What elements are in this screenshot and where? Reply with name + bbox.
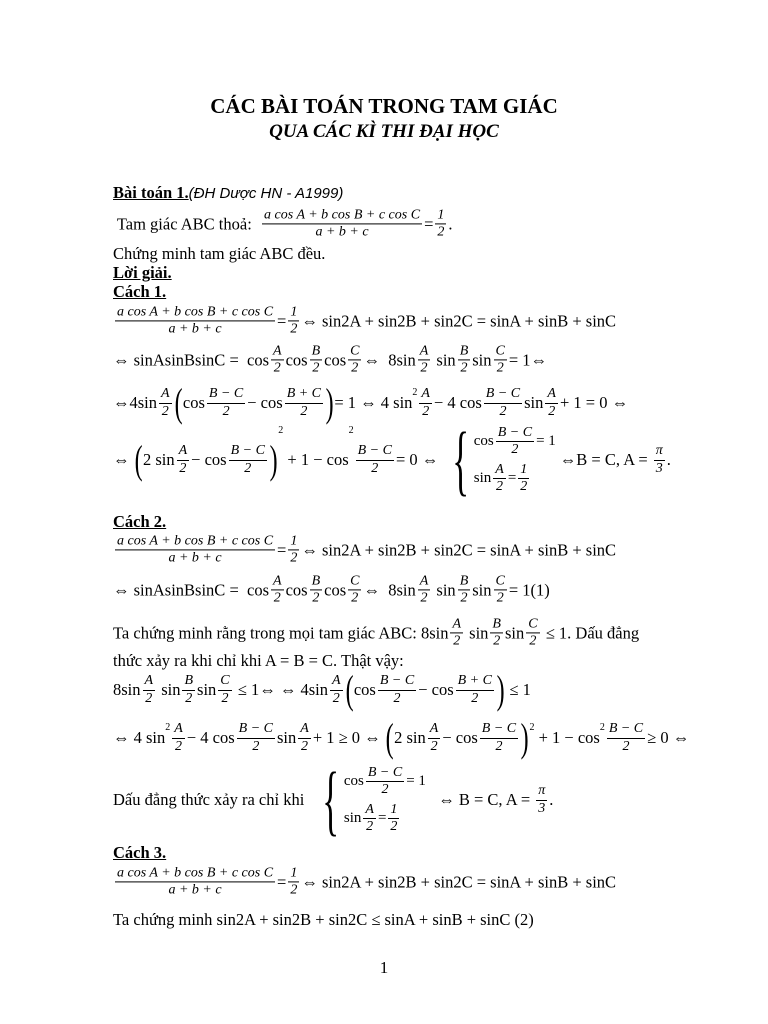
math-text: ⇔ 8sin — [363, 350, 416, 369]
fraction-numerator: A — [271, 343, 284, 360]
fraction-denominator: 2 — [460, 590, 468, 606]
fraction-numerator: A — [172, 721, 185, 738]
fraction-denominator: 2 — [420, 360, 428, 376]
parenthesis: ) — [269, 437, 278, 482]
math-text: 8sin — [113, 680, 141, 699]
math-text: − cos — [418, 680, 454, 699]
fraction-denominator: 2 — [437, 224, 445, 240]
fraction — [115, 533, 275, 566]
math-text: = — [507, 470, 517, 487]
fraction-numerator: A — [363, 802, 376, 819]
fraction-numerator: B − C — [484, 386, 522, 403]
fraction-denominator: 2 — [381, 781, 389, 797]
fraction — [229, 443, 267, 476]
fraction-numerator: A — [330, 673, 343, 690]
equality-condition — [113, 761, 553, 839]
fraction-denominator: 2 — [548, 403, 556, 419]
math-text: sin — [465, 623, 489, 642]
equation — [113, 421, 671, 499]
fraction-denominator: 2 — [529, 633, 537, 649]
fraction — [456, 673, 494, 706]
source-note: (ĐH Dược HN - A1999) — [188, 184, 344, 202]
fraction — [207, 386, 245, 419]
fraction-denominator: 2 — [496, 479, 504, 495]
fraction-denominator: 2 — [622, 738, 630, 754]
math-text: ⇔ — [113, 450, 134, 469]
math-text: sin — [197, 680, 217, 699]
fraction-numerator: A — [428, 721, 441, 738]
fraction-denominator: 2 — [430, 738, 438, 754]
fraction-denominator: 2 — [145, 690, 153, 706]
math-text: ≤ 1. Dấu đẳng — [541, 623, 640, 642]
fraction — [458, 573, 471, 606]
equation — [113, 715, 690, 760]
superscript: 2 — [412, 387, 418, 398]
system-row — [474, 462, 556, 495]
fraction — [378, 673, 416, 706]
math-text: − 4 cos — [186, 728, 235, 747]
claim-text — [113, 910, 534, 930]
equation — [113, 380, 629, 425]
fraction-denominator: 2 — [493, 633, 501, 649]
equation — [113, 865, 616, 898]
fraction — [177, 443, 190, 476]
parenthesis: ( — [174, 380, 183, 425]
superscript: 2 — [599, 722, 605, 733]
claim-text — [113, 616, 639, 649]
fraction-numerator: B — [310, 343, 323, 360]
fraction — [607, 721, 645, 754]
fraction-denominator: 2 — [179, 460, 187, 476]
fraction-numerator: a cos A + b cos B + c cos C — [115, 304, 275, 321]
fraction — [218, 673, 231, 706]
math-text: cos — [285, 580, 308, 599]
math-text: = — [424, 214, 434, 233]
fraction-numerator: B − C — [496, 425, 534, 442]
fraction-denominator: 3 — [538, 800, 546, 816]
fraction-numerator: B − C — [229, 443, 267, 460]
fraction — [363, 802, 376, 835]
math-text: sin — [157, 680, 181, 699]
math-text: = 1⇔ — [508, 350, 548, 369]
fraction — [115, 865, 275, 898]
system-rows — [474, 425, 556, 495]
fraction-denominator: 2 — [221, 690, 229, 706]
fraction-denominator: 2 — [351, 360, 359, 376]
math-text: ⇔ 4 sin — [113, 728, 166, 747]
math-text: ≥ 0 ⇔ — [647, 728, 690, 747]
method-1-heading — [113, 282, 166, 302]
math-text: sin — [472, 580, 492, 599]
equation — [113, 667, 531, 712]
fraction-numerator: A — [419, 386, 432, 403]
fraction-numerator: C — [494, 343, 507, 360]
solution-heading — [113, 263, 172, 283]
bold-heading: Lời giải. — [113, 263, 172, 282]
math-text: = 1(1) — [508, 580, 550, 599]
math-text: thức xảy ra khi chỉ khi A = B = C. Thật vậy: — [113, 651, 404, 670]
math-text: ≤ 1⇔ ⇔ 4sin — [233, 680, 328, 699]
equation — [113, 304, 616, 337]
fraction — [518, 462, 529, 495]
fraction-numerator: 1 — [288, 304, 299, 321]
fraction — [356, 443, 394, 476]
fraction — [418, 343, 431, 376]
fraction-numerator: C — [526, 616, 539, 633]
fraction-denominator: a + b + c — [315, 224, 369, 240]
math-text: ⇔ B = C, A = — [429, 790, 535, 809]
fraction — [143, 673, 156, 706]
fraction-numerator: 1 — [288, 533, 299, 550]
math-text: cos — [285, 350, 308, 369]
math-text: = 0 ⇔ — [395, 450, 439, 469]
superscript: 2 — [348, 425, 354, 436]
fraction-denominator: 2 — [312, 360, 320, 376]
math-text: = 1 — [536, 432, 556, 449]
fraction-denominator: 2 — [222, 403, 230, 419]
fraction — [490, 616, 503, 649]
fraction-denominator: a + b + c — [168, 882, 222, 898]
fraction-denominator: 2 — [453, 633, 461, 649]
parenthesis: ) — [325, 380, 334, 425]
fraction-denominator: 2 — [460, 360, 468, 376]
fraction-numerator: π — [654, 443, 665, 460]
fraction-denominator: 2 — [290, 882, 298, 898]
math-text: sin — [504, 623, 525, 642]
fraction — [419, 386, 432, 419]
fraction-numerator: B — [458, 573, 471, 590]
fraction — [458, 343, 471, 376]
fraction — [182, 673, 195, 706]
fraction-numerator: B − C — [480, 721, 518, 738]
math-text: = 1 — [406, 772, 426, 789]
fraction — [480, 721, 518, 754]
fraction — [288, 865, 299, 898]
fraction — [348, 343, 361, 376]
fraction-denominator: 2 — [290, 321, 298, 337]
math-text: sin — [472, 350, 492, 369]
fraction-numerator: B + C — [456, 673, 494, 690]
math-text: 2 sin — [142, 450, 175, 469]
math-text: = — [277, 311, 287, 330]
math-text: sin — [343, 810, 362, 827]
fraction-denominator: 2 — [499, 403, 507, 419]
fraction — [428, 721, 441, 754]
equation-system — [312, 761, 426, 839]
math-text: { cos — [473, 432, 494, 449]
fraction-numerator: 1 — [388, 802, 399, 819]
fraction-numerator: C — [348, 573, 361, 590]
fraction-denominator: 2 — [244, 460, 252, 476]
fraction — [450, 616, 463, 649]
fraction — [310, 573, 323, 606]
page-subtitle: QUA CÁC KÌ THI ĐẠI HỌC — [269, 121, 499, 142]
math-text: sin — [276, 728, 297, 747]
math-text: ⇔4sin — [113, 393, 158, 412]
math-text: Dấu đẳng thức xảy ra chỉ khi — [113, 790, 309, 809]
math-text: ⇔ sinAsinBsinC = cos — [113, 350, 269, 369]
fraction-denominator: 2 — [422, 403, 430, 419]
fraction — [262, 207, 422, 240]
math-text: = 1 ⇔ 4 sin — [334, 393, 413, 412]
math-text: ⇔B = C, A = — [559, 450, 652, 469]
fraction-denominator: 2 — [496, 360, 504, 376]
fraction-denominator: 2 — [300, 403, 308, 419]
bold-heading: Cách 1. — [113, 282, 167, 301]
fraction-numerator: C — [348, 343, 361, 360]
math-text: ⇔ 8sin — [363, 580, 416, 599]
fraction-denominator: 2 — [273, 590, 281, 606]
fraction — [285, 386, 323, 419]
fraction — [159, 386, 172, 419]
fraction-numerator: C — [218, 673, 231, 690]
fraction-numerator: B — [182, 673, 195, 690]
system-row — [474, 425, 556, 458]
fraction-numerator: 1 — [518, 462, 529, 479]
fraction-numerator: A — [418, 573, 431, 590]
fraction-numerator: A — [298, 721, 311, 738]
parenthesis: ) — [520, 715, 529, 760]
method-2-heading — [113, 512, 166, 532]
fraction-denominator: 2 — [511, 441, 519, 457]
math-text: − cos — [191, 450, 227, 469]
fraction-numerator: A — [143, 673, 156, 690]
fraction-numerator: B − C — [356, 443, 394, 460]
math-text: ⇔ sin2A + sin2B + sin2C = sinA + sinB + sinC — [301, 311, 617, 330]
fraction-denominator: 2 — [520, 479, 528, 495]
math-text: − 4 cos — [433, 393, 482, 412]
math-text: cos — [353, 680, 376, 699]
fraction — [496, 425, 534, 458]
math-text: sin — [473, 470, 492, 487]
fraction — [536, 783, 547, 816]
fraction-denominator: 2 — [290, 550, 298, 566]
bold-heading: Bài toán 1. — [113, 183, 189, 202]
equation — [113, 573, 550, 606]
claim-text — [113, 651, 404, 671]
fraction — [288, 304, 299, 337]
math-text: = — [277, 872, 287, 891]
fraction-denominator: 2 — [495, 738, 503, 754]
fraction-denominator: a + b + c — [168, 321, 222, 337]
fraction-denominator: 2 — [185, 690, 193, 706]
fraction-denominator: 2 — [371, 460, 379, 476]
equation-system — [442, 421, 556, 499]
system-row — [344, 765, 426, 798]
page-title: CÁC BÀI TOÁN TRONG TAM GIÁC — [210, 94, 558, 118]
math-text: . — [666, 450, 671, 469]
equation — [113, 343, 547, 376]
fraction-denominator: 2 — [420, 590, 428, 606]
fraction-denominator: 2 — [393, 690, 401, 706]
fraction-numerator: B − C — [378, 673, 416, 690]
fraction-numerator: A — [159, 386, 172, 403]
math-text: . — [549, 790, 554, 809]
fraction — [526, 616, 539, 649]
math-text: Ta chứng minh sin2A + sin2B + sin2C ≤ sinA + sinB + sinC (2) — [113, 910, 534, 929]
math-text: ⇔ sin2A + sin2B + sin2C = sinA + sinB + sinC — [301, 540, 617, 559]
fraction-denominator: 2 — [496, 590, 504, 606]
parenthesis: ) — [496, 667, 505, 712]
math-text: Tam giác ABC thoả: — [113, 214, 261, 233]
math-text: . — [448, 214, 453, 233]
problem-statement — [113, 207, 453, 240]
fraction-denominator: 3 — [655, 460, 663, 476]
fraction-denominator: 2 — [273, 360, 281, 376]
fraction-denominator: 2 — [471, 690, 479, 706]
fraction-numerator: π — [536, 783, 547, 800]
fraction-numerator: B — [310, 573, 323, 590]
fraction-numerator: 1 — [435, 207, 446, 224]
bold-heading: Cách 3. — [113, 843, 167, 862]
bold-heading: Cách 2. — [113, 512, 167, 531]
fraction-denominator: 2 — [366, 819, 374, 835]
method-3-heading — [113, 843, 166, 863]
math-text: − cos — [442, 728, 478, 747]
fraction-numerator: B + C — [285, 386, 323, 403]
fraction-numerator: B — [458, 343, 471, 360]
page-number: 1 — [379, 958, 389, 977]
fraction-numerator: 1 — [288, 865, 299, 882]
parenthesis: ( — [345, 667, 354, 712]
system-row — [344, 802, 426, 835]
parenthesis: ( — [385, 715, 394, 760]
math-text: Chứng minh tam giác ABC đều. — [113, 244, 326, 263]
math-text: + 1 = 0 ⇔ — [559, 393, 629, 412]
fraction — [310, 343, 323, 376]
fraction-numerator: B − C — [237, 721, 275, 738]
fraction — [288, 533, 299, 566]
fraction-denominator: 2 — [252, 738, 260, 754]
math-text: sin — [432, 350, 456, 369]
math-text: Ta chứng minh rằng trong mọi tam giác ABC: 8sin — [113, 623, 449, 642]
parenthesis: ( — [134, 437, 143, 482]
fraction-numerator: A — [177, 443, 190, 460]
fraction — [115, 304, 275, 337]
fraction — [493, 462, 506, 495]
math-text: ≤ 1 — [505, 680, 531, 699]
fraction — [494, 343, 507, 376]
fraction — [654, 443, 665, 476]
math-text: cos — [324, 350, 347, 369]
fraction-denominator: 2 — [301, 738, 309, 754]
fraction — [545, 386, 558, 419]
math-text: ⇔ sin2A + sin2B + sin2C = sinA + sinB + sinC — [301, 872, 617, 891]
fraction — [271, 343, 284, 376]
fraction — [484, 386, 522, 419]
fraction — [418, 573, 431, 606]
fraction — [388, 802, 399, 835]
fraction-numerator: C — [494, 573, 507, 590]
fraction-denominator: 2 — [175, 738, 183, 754]
fraction — [271, 573, 284, 606]
math-text: + 1 − cos — [534, 728, 600, 747]
fraction-denominator: 2 — [351, 590, 359, 606]
fraction — [298, 721, 311, 754]
fraction-numerator: a cos A + b cos B + c cos C — [115, 533, 275, 550]
superscript: 2 — [165, 722, 171, 733]
math-text: + 1 − cos — [283, 450, 349, 469]
fraction-numerator: A — [271, 573, 284, 590]
math-text: sin — [524, 393, 544, 412]
problem-goal — [113, 244, 325, 264]
math-text: − cos — [247, 393, 283, 412]
math-text: cos — [324, 580, 347, 599]
fraction-denominator: a + b + c — [168, 550, 222, 566]
fraction — [366, 765, 404, 798]
fraction-numerator: a cos A + b cos B + c cos C — [115, 865, 275, 882]
math-text: 2 sin — [394, 728, 426, 747]
math-text: cos — [182, 393, 205, 412]
fraction-denominator: 2 — [312, 590, 320, 606]
fraction-numerator: A — [545, 386, 558, 403]
fraction — [172, 721, 185, 754]
fraction-denominator: 2 — [332, 690, 340, 706]
math-text: = — [277, 540, 287, 559]
fraction-numerator: B − C — [366, 765, 404, 782]
superscript: 2 — [278, 425, 284, 436]
fraction-numerator: B − C — [207, 386, 245, 403]
fraction-denominator: 2 — [390, 819, 398, 835]
fraction — [494, 573, 507, 606]
system-rows — [344, 765, 426, 835]
math-text: + 1 ≥ 0 ⇔ — [312, 728, 385, 747]
math-text: sin — [432, 580, 456, 599]
fraction-denominator: 2 — [161, 403, 169, 419]
math-text: { cos — [343, 772, 364, 789]
fraction — [237, 721, 275, 754]
problem-heading — [113, 183, 343, 203]
superscript: 2 — [529, 722, 535, 733]
fraction-numerator: A — [450, 616, 463, 633]
fraction-numerator: a cos A + b cos B + c cos C — [262, 207, 422, 224]
math-text: = — [377, 810, 387, 827]
fraction — [348, 573, 361, 606]
equation — [113, 533, 616, 566]
fraction — [435, 207, 446, 240]
fraction-numerator: B — [490, 616, 503, 633]
math-text: ⇔ sinAsinBsinC = cos — [113, 580, 269, 599]
fraction-numerator: A — [493, 462, 506, 479]
fraction-numerator: B − C — [607, 721, 645, 738]
fraction — [330, 673, 343, 706]
fraction-numerator: A — [418, 343, 431, 360]
